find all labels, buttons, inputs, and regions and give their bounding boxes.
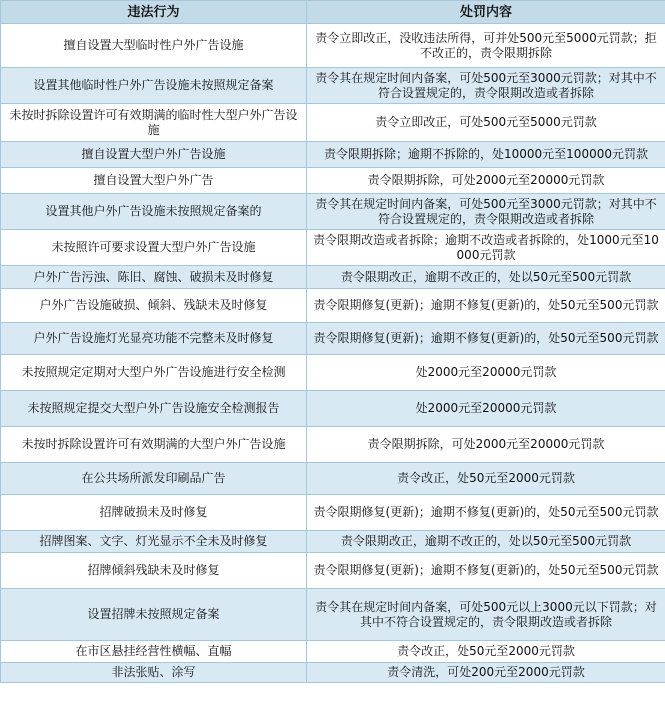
penalty-cell: 责令限期拆除，可处2000元至20000元罚款	[307, 168, 665, 194]
violation-cell: 招牌倾斜残缺未及时修复	[1, 553, 307, 589]
penalty-cell: 责令改正，处50元至2000元罚款	[307, 641, 665, 663]
table-row	[1, 289, 665, 323]
table-row	[1, 589, 665, 641]
violation-cell: 未按时拆除设置许可有效期满的临时性大型户外广告设施	[1, 104, 307, 142]
penalty-cell: 责令限期改造或者拆除；逾期不改造或者拆除的，处1000元至10000元罚款	[307, 230, 665, 266]
penalty-cell: 责令清洗，可处200元至2000元罚款	[307, 663, 665, 683]
table-row	[1, 266, 665, 289]
violation-cell: 户外广告设施灯光显亮功能不完整未及时修复	[1, 323, 307, 355]
table-row	[1, 391, 665, 427]
penalty-cell: 责令其在规定时间内备案，可处500元至3000元罚款；对其中不符合设置规定的，责令限期改造或者拆除	[307, 194, 665, 230]
penalty-cell: 责令限期拆除，可处2000元至20000元罚款	[307, 427, 665, 463]
violation-cell: 非法张贴、涂写	[1, 663, 307, 683]
table-row	[1, 230, 665, 266]
violation-cell: 招牌破损未及时修复	[1, 495, 307, 531]
violation-cell: 户外广告设施破损、倾斜、残缺未及时修复	[1, 289, 307, 323]
table-row	[1, 531, 665, 553]
penalty-cell: 处2000元至20000元罚款	[307, 355, 665, 391]
violation-cell: 设置其他临时性户外广告设施未按照规定备案	[1, 68, 307, 104]
table-row	[1, 427, 665, 463]
penalty-cell: 责令其在规定时间内备案，可处500元至3000元罚款；对其中不符合设置规定的，责令限期改造或者拆除	[307, 68, 665, 104]
penalty-cell: 责令限期修复(更新)；逾期不修复(更新)的，处50元至500元罚款	[307, 495, 665, 531]
table-row	[1, 104, 665, 142]
penalty-cell: 处2000元至20000元罚款	[307, 391, 665, 427]
table-row	[1, 323, 665, 355]
table-row	[1, 463, 665, 495]
violation-cell: 未按照许可要求设置大型户外广告设施	[1, 230, 307, 266]
violation-cell: 在市区悬挂经营性横幅、直幅	[1, 641, 307, 663]
penalty-cell: 责令限期修复(更新)；逾期不修复(更新)的，处50元至500元罚款	[307, 289, 665, 323]
violation-cell: 设置其他户外广告设施未按照规定备案的	[1, 194, 307, 230]
table-row	[1, 495, 665, 531]
column-header-violation: 违法行为	[1, 1, 307, 24]
violation-cell: 未按照规定定期对大型户外广告设施进行安全检测	[1, 355, 307, 391]
violation-cell: 设置招牌未按照规定备案	[1, 589, 307, 641]
violation-cell: 招牌图案、文字、灯光显示不全未及时修复	[1, 531, 307, 553]
violation-cell: 擅自设置大型户外广告设施	[1, 142, 307, 168]
violation-cell: 在公共场所派发印刷品广告	[1, 463, 307, 495]
penalty-cell: 责令立即改正，可处500元至5000元罚款	[307, 104, 665, 142]
table-row	[1, 355, 665, 391]
table-row	[1, 168, 665, 194]
table-body	[1, 24, 665, 683]
penalty-cell: 责令限期修复(更新)；逾期不修复(更新)的，处50元至500元罚款	[307, 553, 665, 589]
table-header-row	[1, 1, 665, 24]
violation-cell: 未按照规定提交大型户外广告设施安全检测报告	[1, 391, 307, 427]
violation-cell: 未按时拆除设置许可有效期满的大型户外广告设施	[1, 427, 307, 463]
table-row	[1, 641, 665, 663]
penalty-cell: 责令限期拆除；逾期不拆除的，处10000元至100000元罚款	[307, 142, 665, 168]
violation-cell: 擅自设置大型临时性户外广告设施	[1, 24, 307, 68]
table-row	[1, 553, 665, 589]
penalty-cell: 责令限期改正，逾期不改正的，处以50元至500元罚款	[307, 266, 665, 289]
violation-cell: 擅自设置大型户外广告	[1, 168, 307, 194]
table-row	[1, 24, 665, 68]
table-row	[1, 68, 665, 104]
table-row	[1, 194, 665, 230]
table-row	[1, 663, 665, 683]
violation-cell: 户外广告污浊、陈旧、腐蚀、破损未及时修复	[1, 266, 307, 289]
penalty-cell: 责令立即改正，没收违法所得，可并处500元至5000元罚款；拒不改正的，责令限期拆除	[307, 24, 665, 68]
penalty-cell: 责令限期改正，逾期不改正的，处以50元至500元罚款	[307, 531, 665, 553]
penalty-cell: 责令改正，处50元至2000元罚款	[307, 463, 665, 495]
penalty-cell: 责令限期修复(更新)；逾期不修复(更新)的，处50元至500元罚款	[307, 323, 665, 355]
penalty-cell: 责令其在规定时间内备案，可处500元以上3000元以下罚款；对其中不符合设置规定的，责令限期改造或者拆除	[307, 589, 665, 641]
table-row	[1, 142, 665, 168]
column-header-penalty: 处罚内容	[307, 1, 665, 24]
